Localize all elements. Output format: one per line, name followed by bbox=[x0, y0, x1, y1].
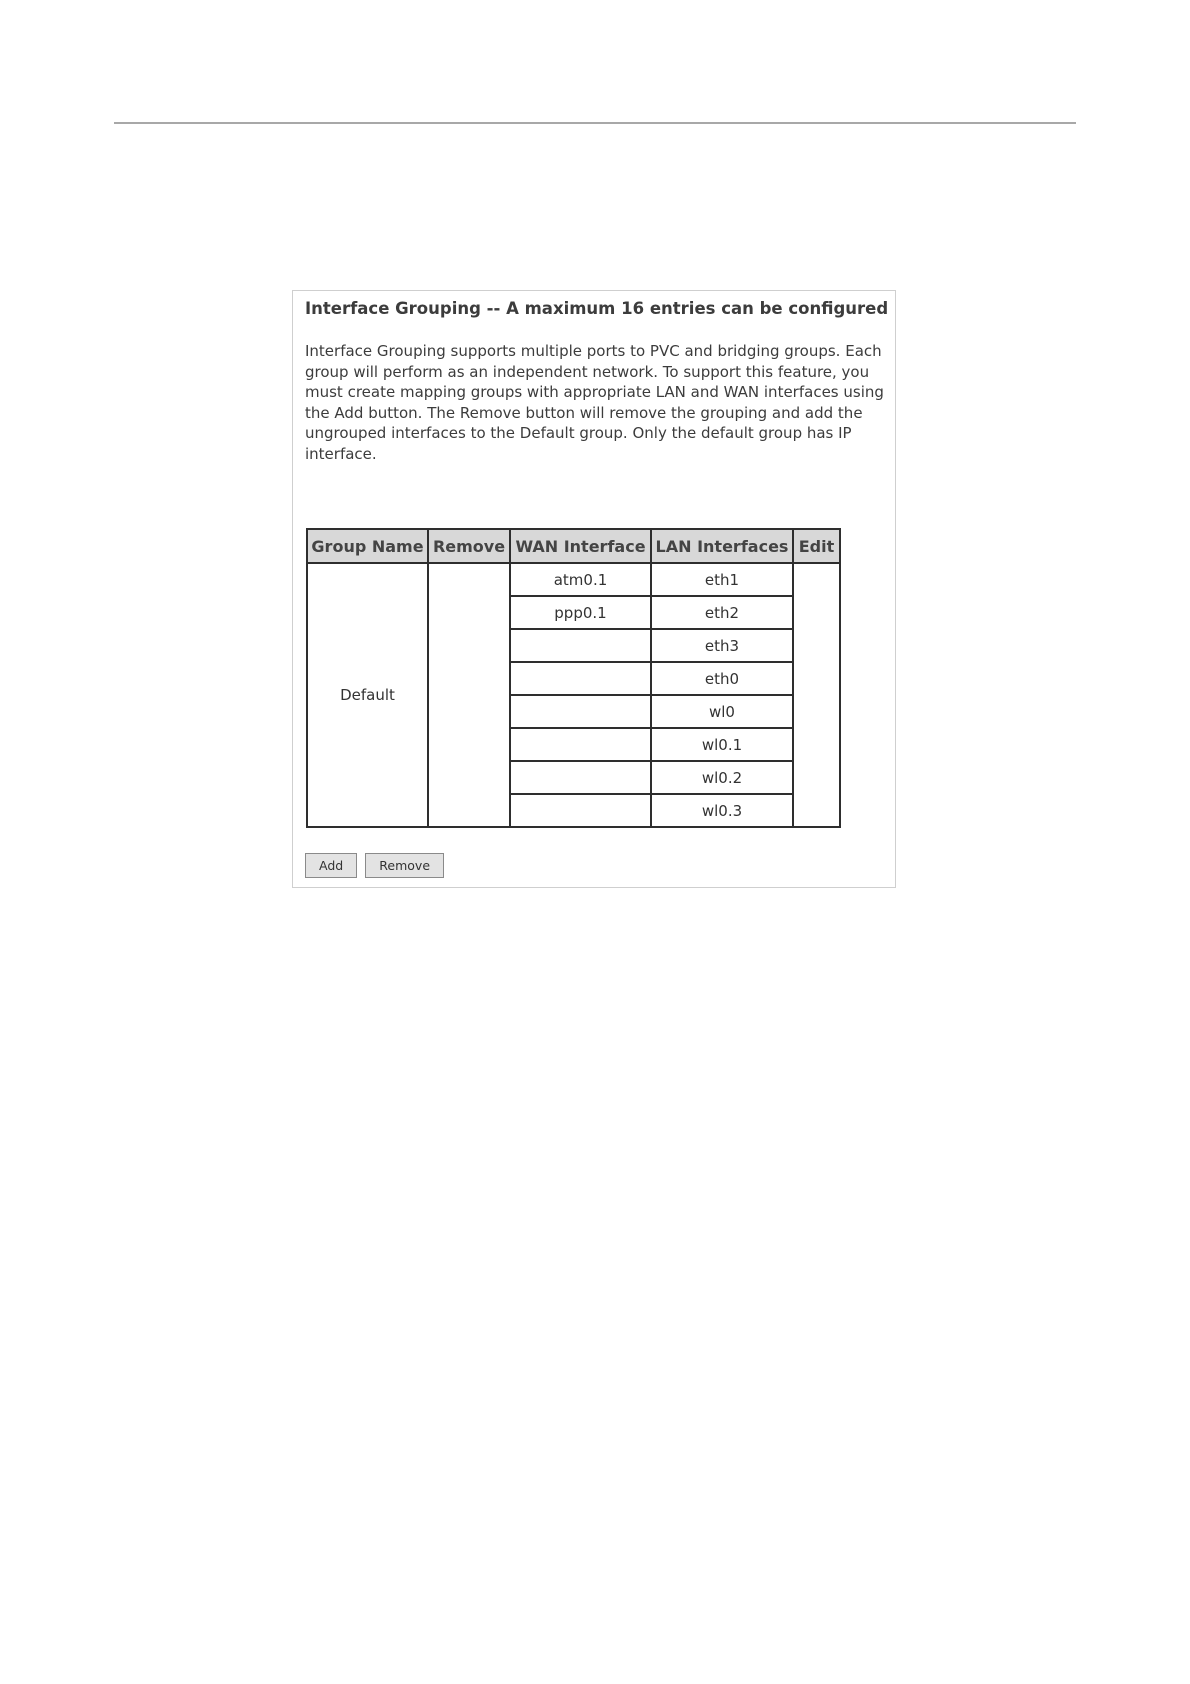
table-row bbox=[307, 563, 840, 596]
lan-interface-cell: wl0.2 bbox=[651, 761, 793, 794]
lan-interface-cell: eth2 bbox=[651, 596, 793, 629]
wan-interface-cell: atm0.1 bbox=[510, 563, 651, 596]
table-header-row bbox=[307, 529, 840, 563]
remove-button[interactable]: Remove bbox=[365, 853, 444, 878]
interface-grouping-table bbox=[306, 528, 841, 828]
wan-interface-cell bbox=[510, 695, 651, 728]
button-row bbox=[305, 853, 447, 878]
group-name-cell: Default bbox=[307, 563, 428, 827]
lan-interface-cell: wl0.1 bbox=[651, 728, 793, 761]
top-divider bbox=[114, 122, 1076, 124]
edit-cell bbox=[793, 563, 840, 827]
lan-interface-cell: eth1 bbox=[651, 563, 793, 596]
wan-interface-cell: ppp0.1 bbox=[510, 596, 651, 629]
lan-interface-cell: wl0.3 bbox=[651, 794, 793, 827]
lan-interface-cell: wl0 bbox=[651, 695, 793, 728]
header-edit: Edit bbox=[793, 529, 840, 563]
remove-cell bbox=[428, 563, 510, 827]
header-wan-interface: WAN Interface bbox=[510, 529, 651, 563]
wan-interface-cell bbox=[510, 794, 651, 827]
panel-description: Interface Grouping supports multiple ports to PVC and bridging groups. Each group will perform as an independent network. To support this feature, you must create mapping groups with appropriate LAN and WAN interfaces using the Add button. The Remove button will remove the grouping and add the ungrouped interfaces to the Default group. Only the default group has IP interface. bbox=[305, 342, 884, 463]
wan-interface-cell bbox=[510, 629, 651, 662]
interface-grouping-panel bbox=[292, 290, 896, 888]
header-lan-interfaces: LAN Interfaces bbox=[651, 529, 793, 563]
wan-interface-cell bbox=[510, 662, 651, 695]
wan-interface-cell bbox=[510, 761, 651, 794]
wan-interface-cell bbox=[510, 728, 651, 761]
lan-interface-cell: eth3 bbox=[651, 629, 793, 662]
panel-title: Interface Grouping -- A maximum 16 entries can be configured bbox=[305, 299, 889, 318]
header-group-name: Group Name bbox=[307, 529, 428, 563]
lan-interface-cell: eth0 bbox=[651, 662, 793, 695]
add-button[interactable]: Add bbox=[305, 853, 357, 878]
header-remove: Remove bbox=[428, 529, 510, 563]
